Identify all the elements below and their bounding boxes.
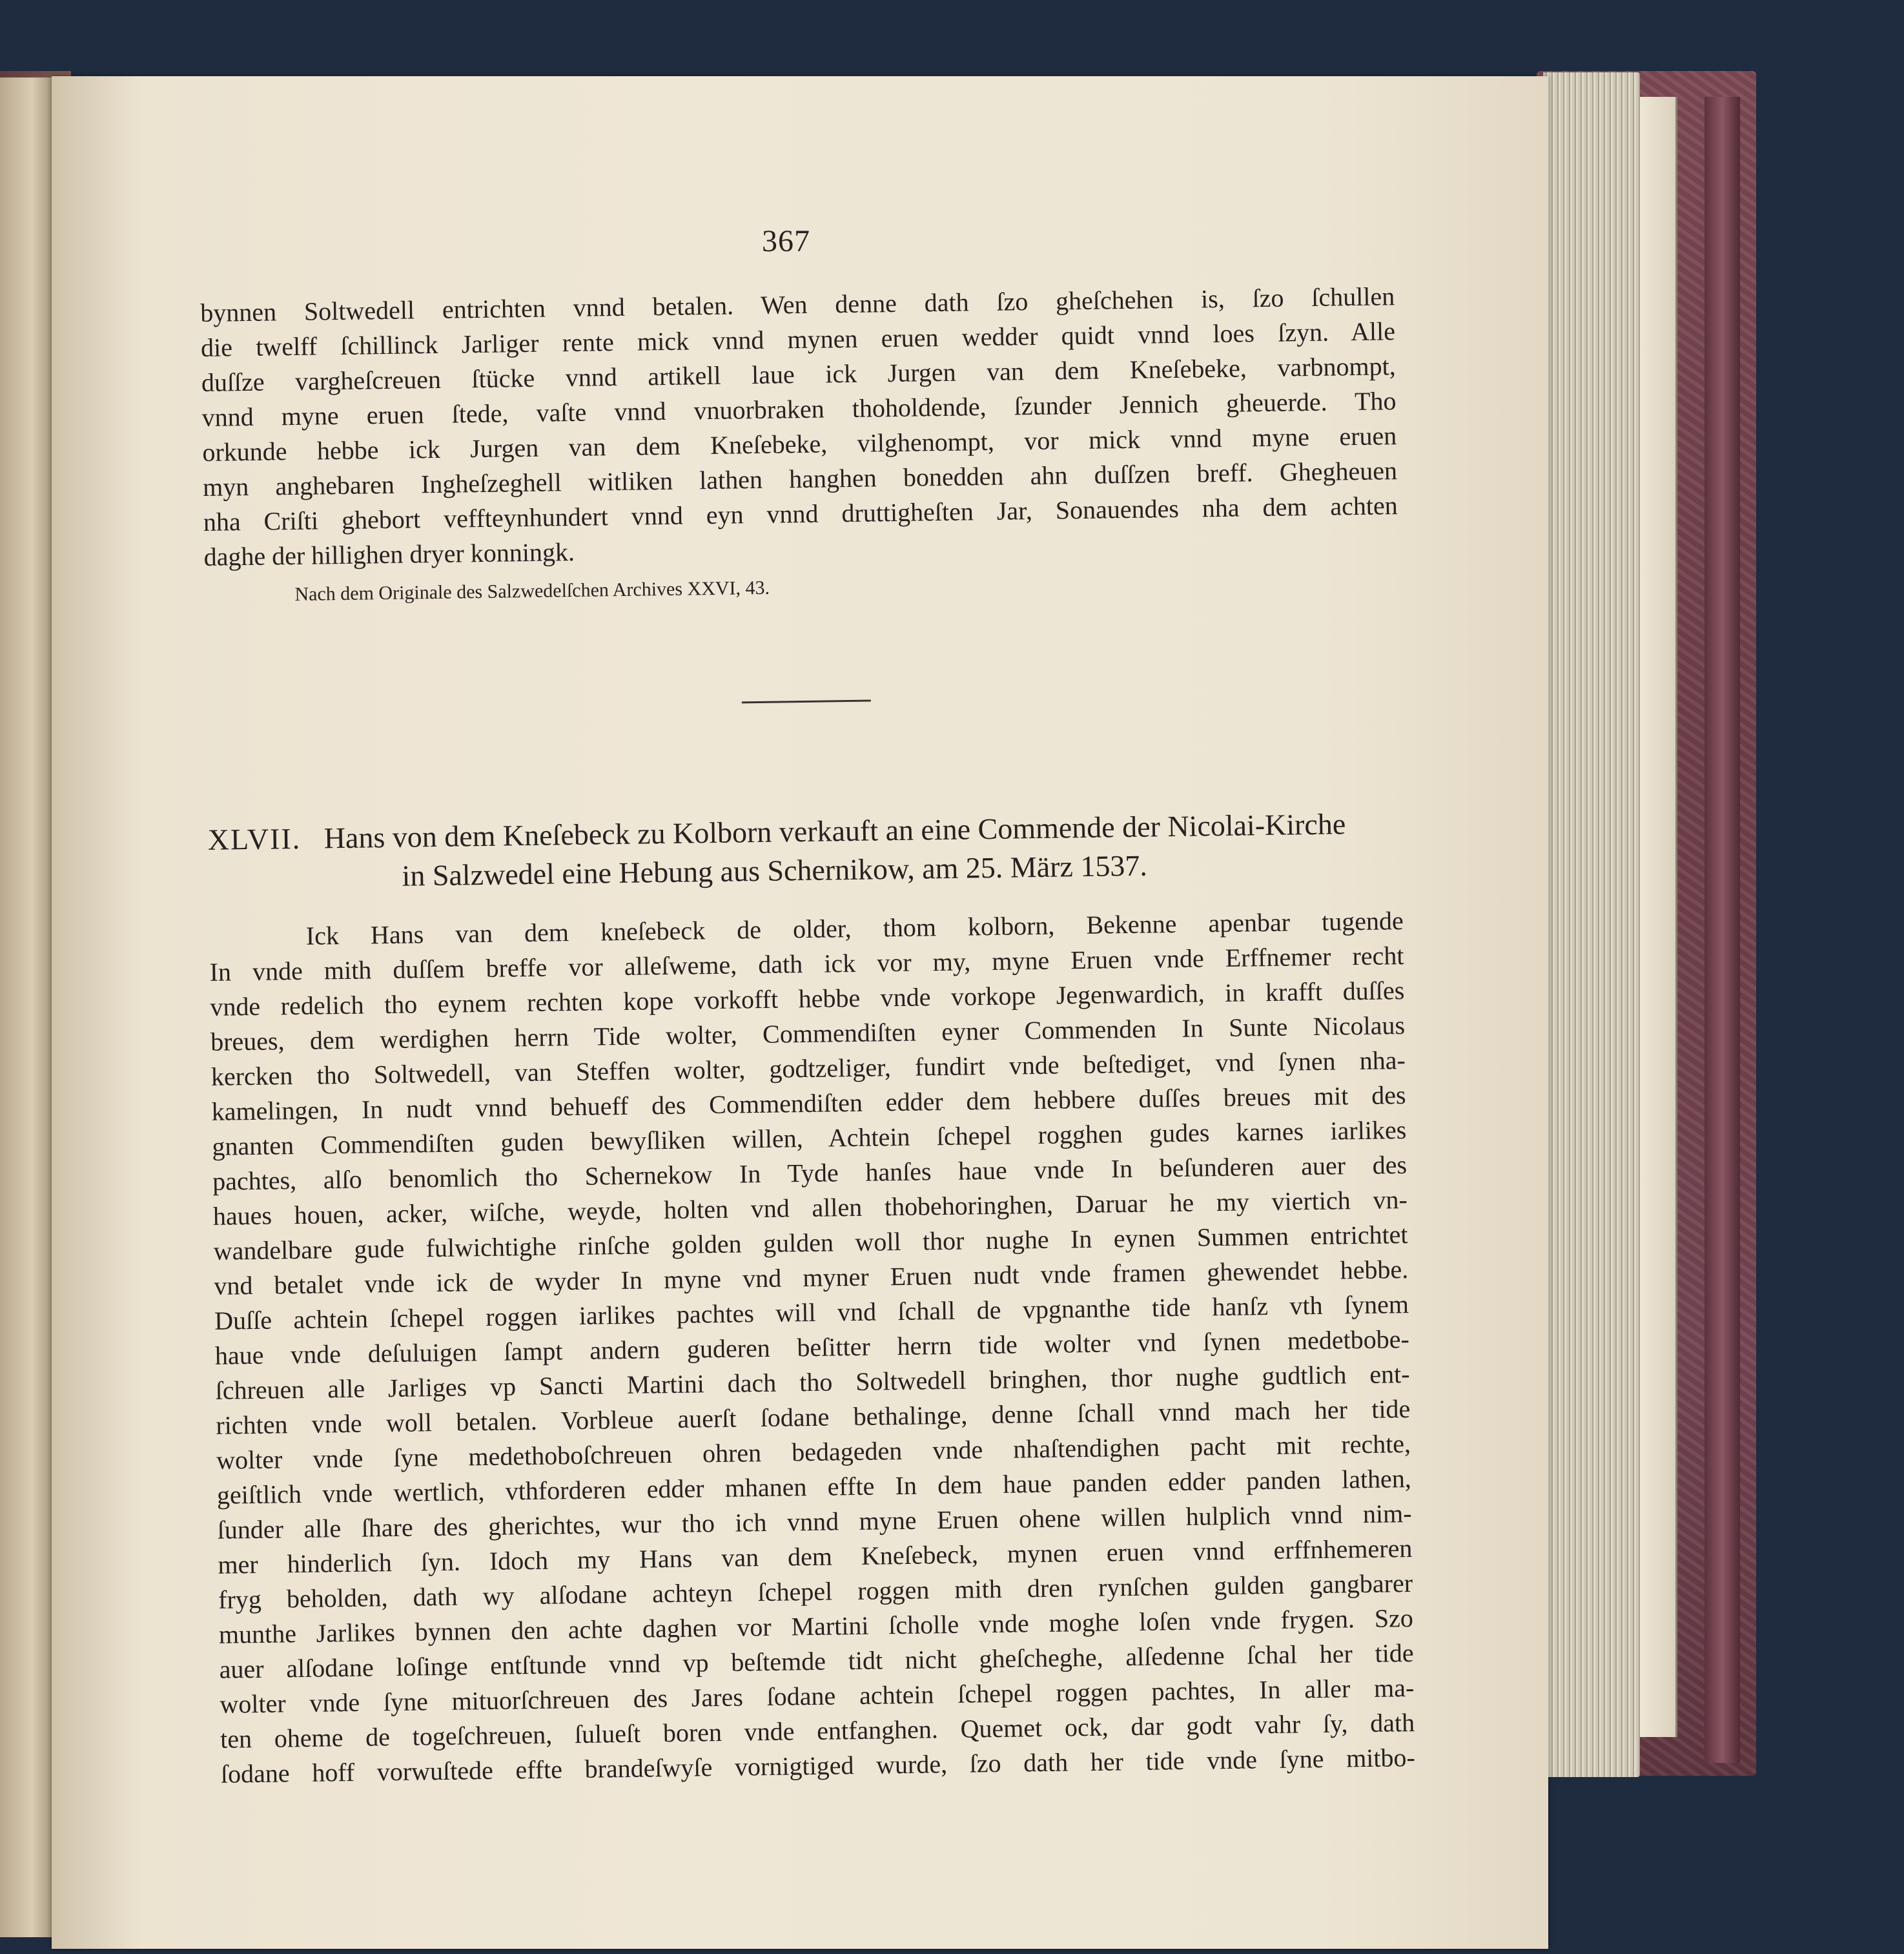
text-line: Duſſe achtein ſchepel roggen iarlikes pachtes will vnd ſchall de vpgnanthe tide hanſz vth ſynem: [214, 1290, 1409, 1335]
text-line: vnd betalet vnde ick de wyder In myne vnd myner Eruen nudt vnde framen ghewendet hebbe.: [214, 1255, 1409, 1301]
text-line: haue vnde deſuluigen ſampt andern guderen beſitter herrn tide wolter vnd ſynen medetbobe-: [214, 1324, 1410, 1370]
text-line: mer hinderlich ſyn. Idoch my Hans van dem Kneſebeck, mynen eruen vnnd erffnhemeren: [218, 1533, 1413, 1579]
book-cover-edge: [1704, 97, 1740, 1763]
text-line: wandelbare gude fulwichtighe rinſche golden gulden woll thor nughe In eynen Summen entrichtet: [213, 1220, 1408, 1266]
section-title-line-2: in Salzwedel eine Hebung aus Schernikow, am 25. März 1537.: [402, 848, 1148, 892]
text-line: die twelff ſchillinck Jarliger rente mick vnnd mynen eruen wedder quidt vnnd loes ſzyn. Alle: [200, 316, 1396, 362]
text-line: Ick Hans van dem kneſebeck de older, thom kolborn, Bekenne apenbar tugende: [305, 906, 1404, 951]
book-page: [52, 76, 1548, 1949]
text-line: wolter vnde ſyne medethoboſchreuen ohren bedageden vnde nhaſtendighen pacht mit rechte,: [216, 1428, 1411, 1475]
text-line: ſunder alle ſhare des gherichtes, wur tho ich vnnd myne Eruen ohene willen hulplich vnnd nim-: [217, 1498, 1412, 1545]
text-line: nha Criſti ghebort veffteynhundert vnnd eyn vnnd druttigheſten Jar, Sonauendes nha dem achten: [203, 491, 1398, 537]
stacked-page-edges: [1543, 72, 1640, 1777]
page-number: 367: [762, 224, 810, 258]
text-line: orkunde hebbe ick Jurgen van dem Kneſebeke, vilghenompt, vor mick vnnd myne eruen: [202, 421, 1397, 467]
text-line: ten oheme de togeſchreuen, ſulueſt boren vnde entfanghen. Quemet ock, dar godt vahr ſy, dath: [220, 1707, 1415, 1754]
text-line: daghe der hillighen dryer konningk.: [203, 537, 575, 571]
section-title-line-1: Hans von dem Kneſebeck zu Kolborn verkauft an eine Commende der Nicolai-Kirche: [323, 807, 1346, 855]
text-line: myn anghebaren Ingheſzeghell witliken lathen hanghen bonedden ahn duſſzen breff. Ghegheuen: [202, 456, 1398, 502]
text-line: vnnd myne eruen ſtede, vaſte vnnd vnuorbraken thoholdende, ſzunder Jennich gheuerde. Tho: [201, 386, 1397, 432]
text-line: duſſze vargheſcreuen ſtücke vnnd artikell laue ick Jurgen van dem Kneſebeke, varbnompt,: [201, 351, 1397, 397]
text-line: bynnen Soltwedell entrichten vnnd betalen. Wen denne dath ſzo gheſchehen is, ſzo ſchullen: [200, 282, 1395, 327]
text-line: haues houen, acker, wiſche, weyde, holten vnd allen thobehoringhen, Daruar he my viertich vn-: [212, 1185, 1408, 1231]
text-line: auer alſodane loſinge entſtunde vnnd vp beſtemde tidt nicht gheſcheghe, alſedenne ſchal her tide: [219, 1638, 1414, 1684]
text-line: pachtes, alſo benomlich tho Schernekow In Tyde hanſes haue vnde In beſunderen auer des: [212, 1150, 1408, 1196]
text-line: richten vnde woll betalen. Vorbleue auerſt ſodane bethalinge, denne ſchall vnnd mach her tide: [216, 1394, 1411, 1440]
text-line: fryg beholden, dath wy alſodane achteyn ſchepel roggen mith dren rynſchen gulden gangbarer: [218, 1568, 1413, 1614]
text-line: vnde redelich tho eynem rechten kope vorkofft hebbe vnde vorkope Jegenwardich, in krafft duſſes: [210, 976, 1405, 1022]
text-line: geiſtlich vnde wertlich, vthforderen edder mhanen effte In dem haue panden edder panden lathen,: [216, 1463, 1412, 1510]
page-edge-flap: [1640, 97, 1677, 1737]
text-line: gnanten Commendiſten guden bewyſliken willen, Achtein ſchepel rogghen gudes karnes iarlikes: [212, 1115, 1407, 1161]
left-page-edge: [0, 77, 58, 1937]
first-paragraph: [200, 279, 1398, 575]
text-line: ſodane hoff vorwuſtede effte brandeſwyſe vornigtiged wurde, ſzo dath her tide vnde ſyne mitbo-: [220, 1742, 1416, 1789]
source-note: Nach dem Originale des Salzwedelſchen Archives XXVI, 43.: [294, 577, 770, 605]
text-line: kercken tho Soltwedell, van Steffen wolter, godtzeliger, fundirt vnde beſtediget, vnd ſynen nha-: [210, 1045, 1406, 1091]
page-text: [200, 279, 1415, 1792]
section-number: XLVII.: [207, 821, 302, 856]
text-line: ſchreuen alle Jarliges vp Sancti Martini dach tho Soltwedell bringhen, thor nughe gudtlich ent-: [215, 1359, 1410, 1405]
text-line: breues, dem werdighen herrn Tide wolter, Commendiſten eyner Commenden In Sunte Nicolaus: [210, 1011, 1406, 1056]
text-line: munthe Jarlikes bynnen den achte daghen vor Martini ſcholle vnde moghe loſen vnde frygen. Szo: [218, 1603, 1414, 1649]
section-divider: [742, 700, 871, 704]
second-paragraph: [209, 903, 1416, 1792]
text-line: In vnde mith duſſem breffe vor alleſweme, dath ick vor my, myne Eruen vnde Erffnemer recht: [209, 941, 1404, 987]
text-line: wolter vnde ſyne mituorſchreuen des Jares ſodane achtein ſchepel roggen pachtes, In aller ma-: [220, 1672, 1415, 1719]
text-line: kamelingen, In nudt vnnd behueff des Commendiſten edder dem hebbere duſſes breues mit des: [211, 1080, 1406, 1126]
